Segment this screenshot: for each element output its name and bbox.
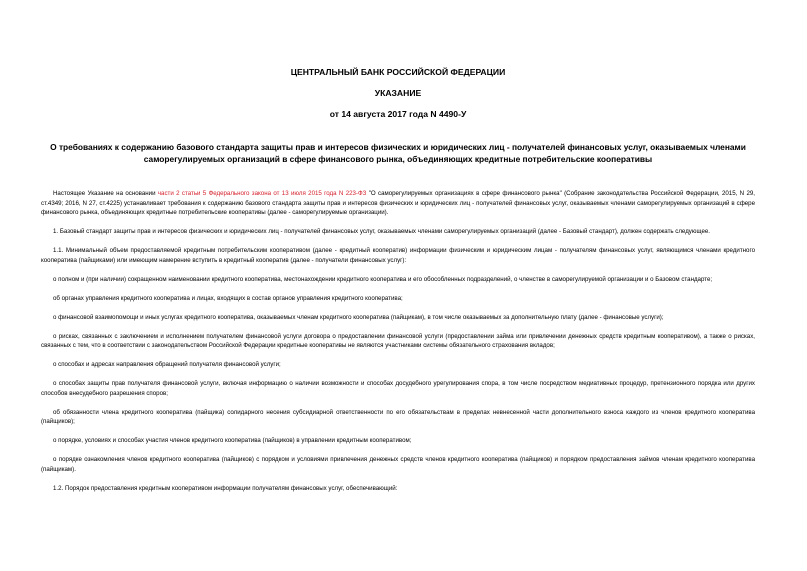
issuer-heading: ЦЕНТРАЛЬНЫЙ БАНК РОССИЙСКОЙ ФЕДЕРАЦИИ xyxy=(290,67,506,77)
paragraph-1: 1. Базовый стандарт защиты прав и интересов физических и юридических лиц - получателей финансовых услуг, оказываемых членами саморегулируемых организаций (далее - Базовый стандарт), должен содержать следующее. xyxy=(53,228,710,236)
list-item: об органах управления кредитного кооператива и лицах, входящих в состав органов управления кредитного кооператива; xyxy=(53,294,403,302)
paragraph-1-2: 1.2. Порядок предоставления кредитным кооперативом информации получателям финансовых услуг, обеспечивающий: xyxy=(53,484,398,492)
intro-text-after: "О саморегулируемых организациях в сфере финансового рынка" (Собрание законодательства Российской Федерации, 2015, N 29, ст.4349; 2016, N 27, ст.4225) устанавливает требования к содержанию базового стандарта защиты прав и интересов физических и юридических лиц - получателей финансовых услуг, оказываемых членами саморегулируемых организаций в сфере финансового рынка, объединяющих кредитные потребительские кооперативы (далее - саморегулируемые организации). xyxy=(41,190,755,217)
list-item: о способах и адресах направления обращений получателя финансовой услуги; xyxy=(53,361,281,369)
intro-paragraph xyxy=(41,189,755,218)
list-item: о порядке ознакомления членов кредитного кооператива (пайщиков) с порядком и условиями привлечения денежных средств членов кредитного кооператива (пайщиков) и порядком предоставления займов членам кредитного кооператива (пайщикам). xyxy=(41,456,755,473)
list-item: о рисках, связанных с заключением и исполнением получателем финансовой услуги договора о предоставлении финансовой услуги (предоставлении займа или привлечении денежных средств кредитным кооперативом), а также о рисках, связанных с тем, что в соответствии с законодательством Российской Федерации кредитные кооперативы не являются участниками системы обязательного страхования вкладов; xyxy=(41,332,755,350)
document-title: О требованиях к содержанию базового стандарта защиты прав и интересов физических и юридических лиц - получателей финансовых услуг, оказываемых членами саморегулируемых организаций в сфере финансового рынка, объединяющих кредитные потребительские кооперативы xyxy=(50,142,746,164)
document-body xyxy=(41,189,755,494)
list-item: об обязанности члена кредитного кооператива (пайщика) солидарного несения субсидиарной ответственности по его обязательствам в пределах невнесенной части дополнительного взноса каждого из членов кредитного кооператива (пайщиков); xyxy=(41,408,755,426)
list-item: о порядке, условиях и способах участия членов кредитного кооператива (пайщиков) в управлении кредитным кооперативом; xyxy=(53,437,412,445)
list-item: о финансовой взаимопомощи и иных услугах кредитного кооператива, оказываемых членам кредитного кооператива (пайщикам), в том числе оказываемых за дополнительную плату (далее - финансовые услуги); xyxy=(53,313,664,321)
intro-text-before: Настоящее Указание на основании xyxy=(53,190,158,197)
law-reference-link[interactable]: части 2 статьи 5 Федерального закона от 13 июля 2015 года N 223-ФЗ xyxy=(157,190,367,197)
document-date-number: от 14 августа 2017 года N 4490-У xyxy=(329,109,467,119)
paragraph-1-1: 1.1. Минимальный объем предоставляемой кредитным потребительским кооперативом (далее - кредитный кооператив) информации физическим и юридическим лицам - получателям финансовых услуг, являющимся членами кредитного кооператива (пайщиками) или имеющим намерение вступить в кредитный кооператив (далее - получатели финансовых услуг): xyxy=(41,247,755,264)
document-type-heading: УКАЗАНИЕ xyxy=(374,88,422,98)
list-item: о способах защиты прав получателя финансовой услуги, включая информацию о наличии возможности и способах досудебного урегулирования спора, в том числе посредством медиативных процедур, претензионного порядка или других способов внесудебного разрешения споров; xyxy=(41,380,755,397)
list-item: о полном и (при наличии) сокращенном наименовании кредитного кооператива, местонахождении кредитного кооператива и его обособленных подразделений, о членстве в саморегулируемой организации и о Базовом стандарте; xyxy=(53,275,713,283)
